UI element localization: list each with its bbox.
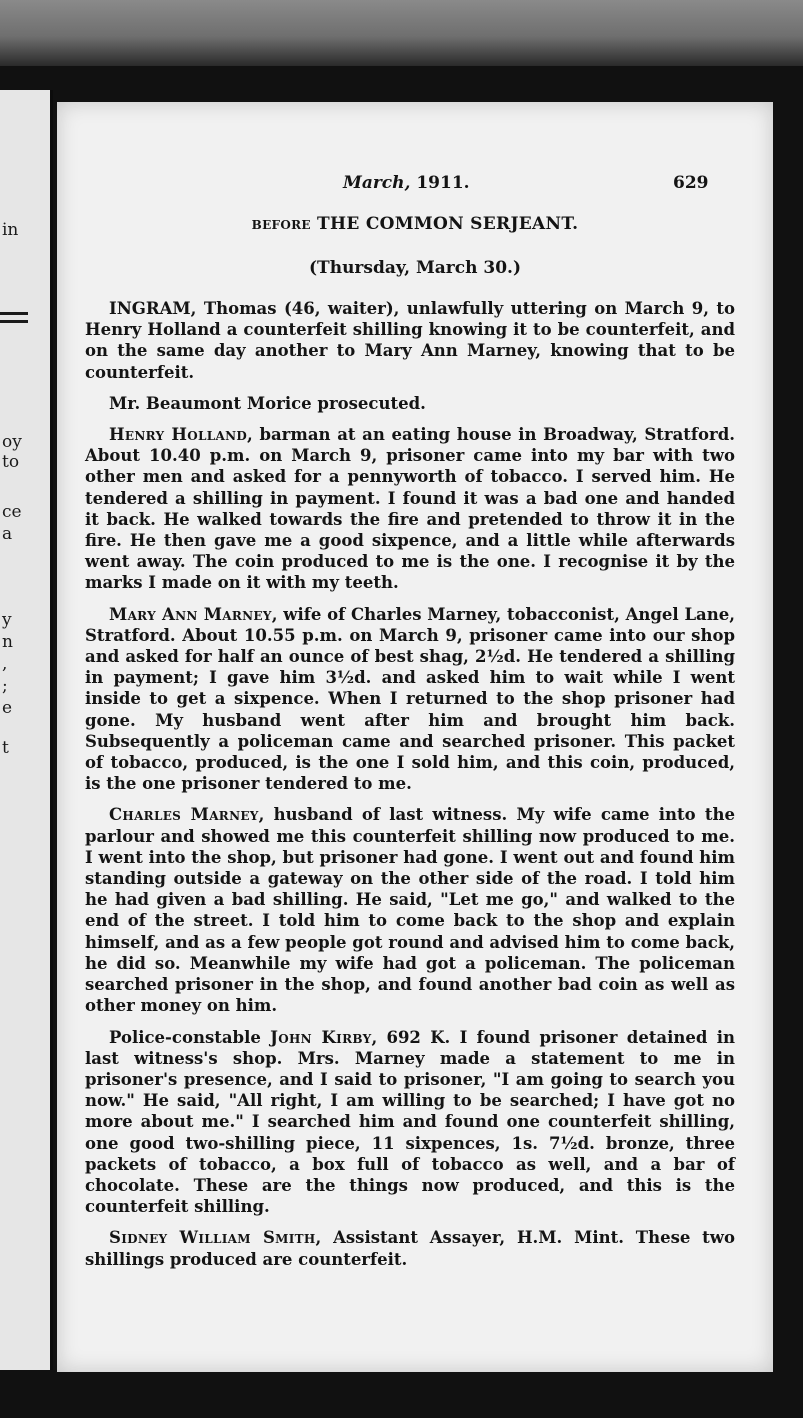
previous-page-edge — [0, 90, 53, 1370]
testimony-text: , Assistant Assayer, H.M. Mint. These two shillings produced are counterfeit. — [85, 1228, 735, 1269]
witness-prefix: Police-constable — [109, 1027, 271, 1047]
prosecution-paragraph: Mr. Beaumont Morice prosecuted. — [109, 393, 426, 413]
prev-page-fragment: ; — [2, 676, 8, 696]
document-body — [85, 298, 735, 1280]
court-heading-court: THE COMMON SERJEANT. — [317, 214, 579, 234]
witness-name: Charles Marney — [109, 805, 259, 825]
prev-page-fragment: oy — [2, 432, 22, 452]
testimony-text: , 692 K. I found prisoner detained in last witness's shop. Mrs. Marney made a statement to me in prisoner's presence, and I said to prisoner, "I am going to search you now." He said, "All right, I am willing to be searched; I have got no more about me." I searched him and found one counterfeit shilling, one good two-shilling piece, 11 sixpences, 1s. 7½d. bronze, three packets of tobacco, a box full of tobacco as well, and a bar of chocolate. These are the things now produced, and this is the counterfeit shilling. — [85, 1027, 735, 1217]
prev-page-fragment: a — [2, 524, 13, 544]
testimony-text: , husband of last witness. My wife came into the parlour and showed me this counterfeit shilling now produced to me. I went into the shop, but prisoner had gone. I went out and found him standing outside a gateway on the other side of the road. I told him he had given a bad shilling. He said, "Let me go," and walked to the end of the street. I told him to come back to the shop and explain himself, and as a few people got round and advised him to come back, he did so. Meanwhile my wife had got a policeman. The policeman searched prisoner in the shop, and found another bad coin as well as other money on him. — [85, 805, 735, 1016]
testimony-paragraph — [85, 1027, 735, 1218]
testimony-paragraph — [85, 1227, 735, 1269]
prev-page-fragment: to — [2, 452, 20, 472]
running-head — [57, 173, 773, 199]
document-page — [57, 102, 773, 1372]
prev-page-fragment: y — [2, 610, 12, 630]
charge-text: (46, waiter), unlawfully uttering on March 9, to Henry Holland a counterfeit shilling knowing it to be counterfeit, and on the same day another to Mary Ann Marney, knowing that to be counterfeit. — [85, 299, 735, 382]
scan-background-top — [0, 0, 803, 66]
witness-name: Sidney William Smith — [109, 1228, 316, 1248]
prev-page-fragment: , — [2, 654, 8, 674]
running-head-year: 1911. — [416, 173, 470, 193]
running-head-date — [343, 173, 470, 193]
prev-page-fragment: n — [2, 632, 13, 652]
prev-page-fragment: ce — [2, 502, 22, 522]
defendant-name: INGRAM, Thomas — [109, 299, 277, 318]
prev-page-rule — [0, 320, 28, 323]
witness-name: Mary Ann Marney — [109, 604, 272, 624]
testimony-paragraph — [85, 424, 735, 594]
prev-page-rule — [0, 312, 28, 315]
prev-page-fragment: e — [2, 698, 13, 718]
page-number: 629 — [673, 173, 709, 193]
court-heading-before: BEFORE — [251, 218, 311, 232]
prev-page-fragment: t — [2, 738, 9, 758]
witness-name: John Kirby — [270, 1027, 372, 1047]
prev-page-fragment: in — [2, 220, 19, 240]
testimony-text: , wife of Charles Marney, tobacconist, Angel Lane, Stratford. About 10.55 p.m. on March 9, prisoner came into our shop and asked for half an ounce of best shag, 2½d. He tendered a shilling in payment; I gave him 3½d. and asked him to wait while I went inside to get a sixpence. When I returned to the shop prisoner had gone. My husband went after him and brought him back. Subsequently a policeman came and searched prisoner. This packet of tobacco, produced, is the one I sold him, and this coin, produced, is the one prisoner tendered to me. — [85, 604, 735, 794]
witness-name: Henry Holland — [109, 425, 248, 445]
testimony-paragraph — [85, 604, 735, 795]
testimony-text: , barman at an eating house in Broadway, Stratford. About 10.40 p.m. on March 9, prisoner came into my bar with two other men and asked for a pennyworth of tobacco. I served him. He tendered a shilling in payment. I found it was a bad one and handed it back. He walked towards the fire and pretended to throw it in the fire. He then gave me a good sixpence, and a little while afterwards went away. The coin produced to me is the one. I recognise it by the marks I made on it with my teeth. — [85, 425, 735, 593]
sitting-date: (Thursday, March 30.) — [309, 258, 521, 278]
testimony-paragraph — [85, 804, 735, 1016]
running-head-month: March, — [343, 173, 411, 193]
case-paragraph — [85, 298, 735, 383]
court-heading — [57, 214, 773, 234]
